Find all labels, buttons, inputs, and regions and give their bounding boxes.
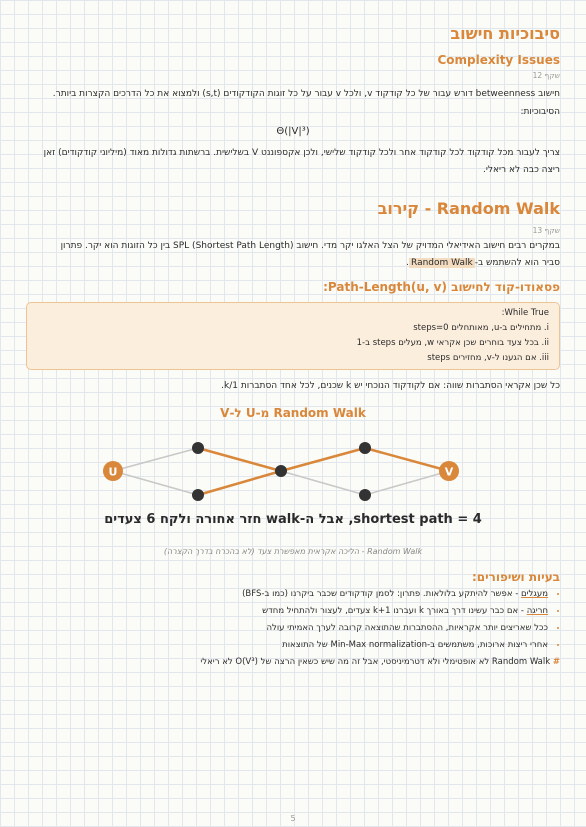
pseudo-line: iii. אם הגענו ל-v, מחזירים steps	[427, 353, 549, 363]
pseudo-line: ii. בכל צעד בוחרים שכן אקראי w, מעלים steps ב-1	[356, 338, 549, 348]
node-v-label: V	[444, 465, 454, 479]
graph-edge	[113, 471, 198, 495]
paragraph: צריך לעבור מכל קודקוד לכל קודקוד אחר ולכל קודקוד שלישי, ולכן אקספוננט V בשלישית. ברשתות גדולות מאוד (מיליוני קודקודים) זאן	[43, 148, 560, 158]
diagram-caption: shortest path = 4, אבל ה-walk חזר אחורה ולקח 6 צעדים	[104, 512, 482, 527]
walk-edge	[281, 448, 365, 471]
document-page	[26, 0, 560, 827]
section-subtitle: Complexity Issues	[437, 53, 560, 67]
walk-edge	[365, 448, 449, 471]
formula: Θ(|V|³)	[276, 126, 310, 137]
node-u-label: U	[108, 465, 118, 479]
graph-edge	[113, 448, 198, 471]
hash-icon: #	[552, 657, 560, 667]
random-walk-diagram	[80, 428, 480, 518]
pseudo-line: i. מתחילים ב-u, מאותחלים steps=0	[413, 323, 549, 333]
text: - אם כבר עשינו דרך באורך k ועברנו k+1 צעדים, לעצור ולהתחיל מחדש	[262, 606, 527, 616]
diagram-note: Random Walk - הליכה אקראית מאפשרת צעד (לא בהכרח בדרך הקצרה)	[163, 547, 423, 556]
page-number: 5	[290, 814, 296, 823]
graph-node	[359, 489, 371, 501]
text: Random Walk לא אופטימלי ולא דטרמיניסטי, אבל זה מה שיש כשאין הרצה של O(V³) לא ריאלי	[200, 657, 551, 667]
highlight: Random Walk	[411, 258, 473, 268]
text: כל שכן אקראי הסתברות שווה: אם לקודקוד הנוכחי יש k שכנים, לכל אחד הסתברות	[240, 381, 560, 391]
text: סביר הוא להשתמש ב-	[474, 258, 560, 268]
term: מעגלים	[521, 589, 548, 599]
paragraph: במקרים רבים חישוב האידיאלי המדויק של הצל האלגו יקר מדי. חישוב SPL (Shortest Path Length) בין כל הזוגות הוא יקר. פתרון	[60, 241, 560, 251]
graph-node	[192, 489, 204, 501]
section-title-complexity: סיבוכיות חישוב	[450, 24, 560, 43]
text: - אפשר להיתקע בלולאות. פתרון: לסמן קודקודים שכבר ביקרנו (כמו ב-BFS)	[242, 589, 522, 599]
graph-node	[192, 442, 204, 454]
text: אחרי ריצות ארוכות, משתמשים ב-Min-Max normalization של התוצאות	[282, 640, 548, 650]
walk-edge	[198, 448, 281, 471]
pseudo-line: While True:	[501, 308, 549, 318]
paragraph: חישוב betweenness דורש עבור של כל קודקוד v, ולכל v עבור על כל זוגות הקודקודים (s,t) ולמצוא את כל הדרכים הקצרות ביותר.	[52, 89, 560, 99]
paragraph: הסיבוכיות:	[520, 107, 560, 117]
pseudo-code-title: פסאודו-קוד לחישוב Path-Length(u, v):	[323, 280, 560, 294]
slide-ref: שקף 12	[532, 71, 560, 80]
paragraph: כל שכן אקראי הסתברות שווה: אם לקודקוד הנוכחי יש k שכנים, לכל אחד הסתברות 1/k.	[221, 381, 560, 391]
walk-edge	[198, 471, 281, 495]
diagram-title: Random Walk מ-U ל-V	[220, 406, 366, 420]
graph-node	[359, 442, 371, 454]
graph-node	[275, 465, 287, 477]
issues-title: בעיות ושיפורים:	[471, 570, 560, 584]
term: חריגה	[526, 606, 548, 616]
text: ככל שאריצים יותר אקראיות, ההסתברות שהתוצאה קרובה לערך האמיתי עולה	[266, 623, 548, 633]
text: .	[406, 258, 410, 268]
paragraph	[26, 255, 560, 272]
section-title-random-walk: Random Walk - קירוב	[377, 199, 560, 218]
fraction: 1/k	[224, 381, 238, 391]
paragraph: ריצה כבה לא ריאלי.	[483, 165, 560, 175]
graph-edge	[365, 471, 449, 495]
graph-edge	[281, 471, 365, 495]
slide-ref: שקף 13	[532, 226, 560, 235]
pseudo-code-box	[26, 302, 560, 370]
